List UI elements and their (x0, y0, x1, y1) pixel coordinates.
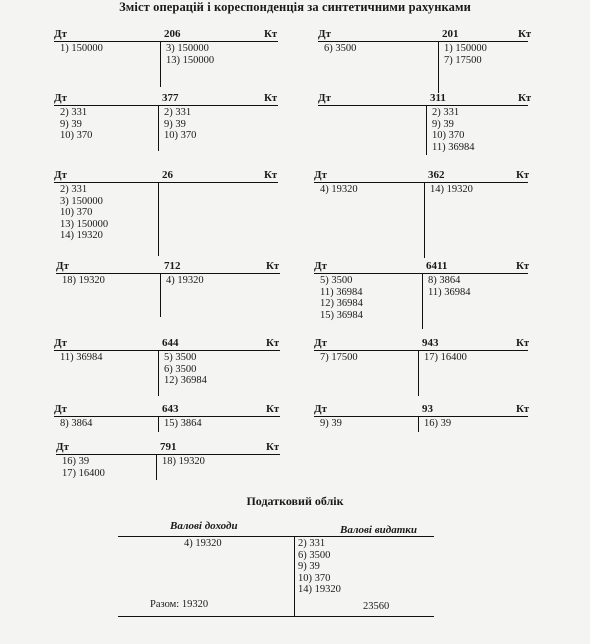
debit-label: Дт (314, 337, 327, 349)
credit-label: Кт (264, 28, 278, 40)
debit-entries (60, 184, 108, 242)
t-account-206 (54, 27, 278, 87)
account-code: 201 (442, 28, 459, 40)
account-divider-line (418, 416, 419, 432)
t-account-643 (54, 402, 280, 432)
gross-income-entries (184, 538, 222, 550)
credit-label: Кт (266, 403, 280, 415)
credit-entry: 15) 3864 (164, 418, 202, 429)
credit-entries (444, 43, 487, 66)
credit-label: Кт (266, 441, 280, 453)
debit-entry: 17) 16400 (62, 467, 105, 479)
credit-entry: 16) 39 (424, 418, 452, 429)
credit-label: Кт (516, 169, 530, 181)
gross-income-total: Разом: 19320 (150, 599, 209, 610)
debit-label: Дт (56, 260, 69, 272)
account-divider-line (426, 105, 427, 155)
debit-entry: 16) 39 (62, 456, 90, 467)
debit-entry: 10) 370 (60, 207, 93, 218)
credit-entry: 17) 16400 (424, 352, 467, 363)
credit-entries (164, 107, 196, 142)
credit-entry: 9) 39 (432, 118, 454, 130)
debit-entry: 5) 3500 (320, 275, 353, 286)
debit-entry: 6) 3500 (324, 43, 357, 54)
debit-label: Дт (314, 260, 327, 272)
credit-label: Кт (516, 403, 530, 415)
credit-entries (430, 184, 473, 196)
account-header (56, 440, 280, 454)
debit-entry: 9) 39 (60, 118, 82, 130)
section-title-tax: Податковий облік (246, 494, 344, 508)
credit-entry: 9) 39 (164, 118, 186, 130)
credit-label: Кт (266, 260, 280, 272)
t-account-93 (314, 402, 528, 432)
debit-label: Дт (56, 441, 69, 453)
account-divider-line (156, 454, 157, 480)
account-code: 311 (430, 92, 446, 104)
t-account-26 (54, 168, 278, 256)
debit-entries (60, 352, 102, 364)
credit-label: Кт (266, 337, 280, 349)
debit-entry: 14) 19320 (60, 230, 103, 241)
gross-expenses-entries (298, 538, 341, 596)
t-account-791 (56, 440, 280, 482)
account-header (54, 168, 278, 182)
account-code: 644 (162, 337, 179, 349)
debit-entry: 7) 17500 (320, 352, 358, 363)
account-code: 643 (162, 403, 179, 415)
gross-expenses-total: 23560 (363, 601, 390, 612)
debit-label: Дт (318, 28, 331, 40)
credit-entries (166, 43, 214, 66)
t-account-377 (54, 91, 278, 151)
account-header (314, 336, 528, 350)
credit-entry: 10) 370 (164, 130, 197, 141)
account-divider-line (158, 182, 159, 256)
debit-entry: 2) 331 (60, 107, 88, 118)
t-account-6411 (314, 259, 528, 329)
account-header-line (314, 350, 528, 351)
debit-entries (62, 456, 105, 479)
credit-entry: 1) 150000 (444, 43, 487, 54)
account-header (314, 259, 528, 273)
account-header-line (318, 105, 528, 106)
debit-entry: 10) 370 (60, 130, 93, 141)
account-header (56, 259, 280, 273)
account-divider-line (160, 41, 161, 87)
page-title: Зміст операцій і кореспонденція за синтетичними рахунками (119, 0, 471, 14)
debit-label: Дт (318, 92, 331, 104)
tax-divider-line (294, 536, 295, 616)
account-header-line (54, 105, 278, 106)
t-account-362 (314, 168, 528, 258)
credit-entry: 10) 370 (432, 130, 465, 141)
debit-label: Дт (314, 169, 327, 181)
credit-label: Кт (518, 28, 532, 40)
credit-entries (164, 418, 202, 430)
credit-label: Кт (516, 260, 530, 272)
debit-entry: 11) 36984 (320, 286, 363, 298)
account-divider-line (424, 182, 425, 258)
account-code: 206 (164, 28, 181, 40)
debit-entries (320, 275, 363, 321)
credit-entry: 7) 17500 (444, 54, 482, 66)
credit-entry: 6) 3500 (164, 363, 197, 375)
gross-expenses-header: Валові видатки (340, 524, 417, 536)
debit-entries (60, 418, 92, 430)
credit-label: Кт (516, 337, 530, 349)
t-account-712 (56, 259, 280, 319)
credit-entry: 8) 3864 (428, 275, 461, 286)
account-header (54, 336, 280, 350)
account-header (54, 402, 280, 416)
account-header (54, 27, 278, 41)
account-divider-line (158, 350, 159, 396)
account-header (54, 91, 278, 105)
debit-entries (324, 43, 356, 55)
account-header (314, 402, 528, 416)
debit-entry: 4) 19320 (320, 184, 358, 195)
account-header-line (314, 182, 528, 183)
credit-entry: 18) 19320 (162, 456, 205, 467)
account-header (314, 168, 528, 182)
debit-entries (320, 184, 358, 196)
account-header-line (314, 273, 528, 274)
debit-label: Дт (314, 403, 327, 415)
account-code: 362 (428, 169, 445, 181)
account-header-line (314, 416, 528, 417)
credit-entry: 2) 331 (164, 107, 192, 118)
credit-entry: 12) 36984 (164, 375, 207, 386)
credit-label: Кт (264, 169, 278, 181)
gross-expenses-entry: 6) 3500 (298, 549, 331, 561)
account-divider-line (158, 105, 159, 151)
account-code: 26 (162, 169, 173, 181)
tax-header-line (118, 536, 434, 537)
debit-label: Дт (54, 28, 67, 40)
debit-entries (62, 275, 105, 287)
account-code: 6411 (426, 260, 448, 272)
credit-entries (428, 275, 470, 298)
gross-expenses-entry: 14) 19320 (298, 584, 341, 595)
credit-entry: 13) 150000 (166, 54, 215, 66)
debit-entries (60, 43, 103, 55)
credit-label: Кт (518, 92, 532, 104)
account-header-line (54, 182, 278, 183)
account-divider-line (438, 41, 439, 93)
account-code: 712 (164, 260, 181, 272)
t-account-644 (54, 336, 280, 396)
debit-entry: 13) 150000 (60, 218, 109, 230)
credit-entry: 2) 331 (432, 107, 460, 118)
credit-entry: 5) 3500 (164, 352, 197, 363)
debit-entry: 3) 150000 (60, 195, 103, 207)
account-header-line (56, 273, 280, 274)
credit-entry: 14) 19320 (430, 184, 473, 195)
account-header-line (56, 454, 280, 455)
credit-label: Кт (264, 92, 278, 104)
debit-entries (320, 418, 342, 430)
account-header-line (318, 41, 528, 42)
debit-label: Дт (54, 92, 67, 104)
credit-entry: 11) 36984 (428, 286, 471, 298)
t-account-201 (318, 27, 532, 87)
gross-expenses-entry: 9) 39 (298, 561, 320, 572)
debit-label: Дт (54, 403, 67, 415)
credit-entry: 3) 150000 (166, 43, 209, 54)
account-code: 93 (422, 403, 433, 415)
debit-entry: 15) 36984 (320, 309, 363, 321)
account-header (318, 27, 532, 41)
account-divider-line (160, 273, 161, 317)
account-header-line (54, 416, 280, 417)
debit-entries (320, 352, 358, 364)
debit-entry: 9) 39 (320, 418, 342, 429)
credit-entries (162, 456, 205, 468)
gross-expenses-entry: 10) 370 (298, 572, 331, 584)
debit-entry: 18) 19320 (62, 275, 105, 286)
account-divider-line (158, 416, 159, 432)
debit-entry: 8) 3864 (60, 418, 93, 429)
debit-entry: 11) 36984 (60, 352, 103, 363)
tax-t-account (118, 520, 434, 635)
tax-total-line (118, 616, 434, 617)
credit-entries (164, 352, 207, 387)
credit-entries (424, 418, 451, 430)
credit-entry: 4) 19320 (166, 275, 204, 286)
account-divider-line (422, 273, 423, 329)
credit-entries (166, 275, 204, 287)
account-code: 791 (160, 441, 177, 453)
account-code: 943 (422, 337, 439, 349)
gross-income-header: Валові доходи (170, 520, 238, 532)
account-code: 377 (162, 92, 179, 104)
credit-entry: 11) 36984 (432, 141, 475, 153)
debit-entry: 2) 331 (60, 184, 88, 195)
t-account-943 (314, 336, 528, 396)
gross-expenses-entry: 2) 331 (298, 538, 326, 549)
t-account-311 (318, 91, 532, 153)
debit-label: Дт (54, 337, 67, 349)
debit-entry: 1) 150000 (60, 43, 103, 54)
credit-entries (424, 352, 467, 364)
debit-label: Дт (54, 169, 67, 181)
account-header (318, 91, 532, 105)
debit-entries (60, 107, 92, 142)
gross-income-entry: 4) 19320 (184, 538, 222, 549)
debit-entry: 12) 36984 (320, 298, 363, 309)
account-header-line (54, 41, 278, 42)
credit-entries (432, 107, 474, 153)
account-divider-line (418, 350, 419, 396)
account-header-line (54, 350, 280, 351)
